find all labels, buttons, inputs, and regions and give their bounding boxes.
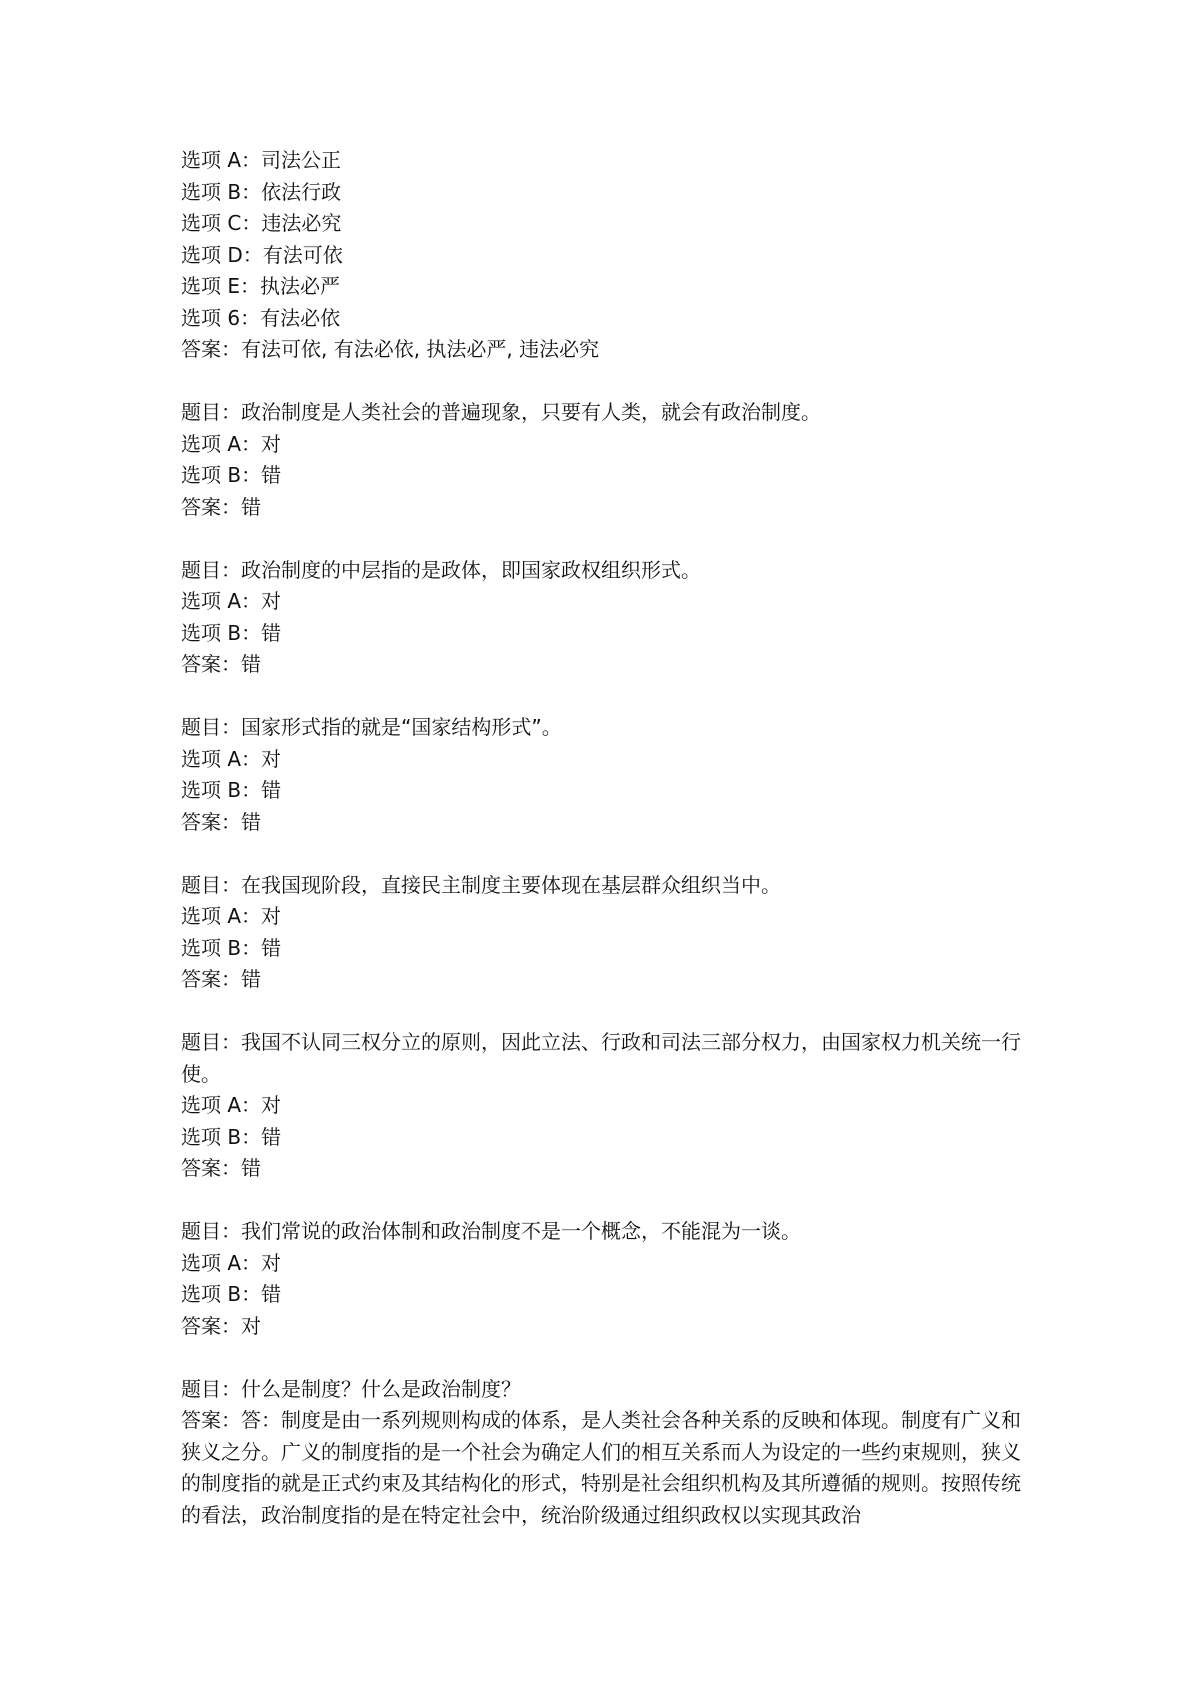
answer: 答案：错 bbox=[181, 809, 261, 834]
spacer bbox=[181, 1185, 1021, 1217]
option-b: 选项 B：依法行政 bbox=[181, 179, 342, 204]
option-a: 选项 A：对 bbox=[181, 1093, 282, 1117]
answer: 答案：错 bbox=[181, 652, 261, 676]
question-block-1 bbox=[181, 397, 1021, 523]
option-a: 选项 A：对 bbox=[181, 746, 282, 771]
answer: 答案：错 bbox=[181, 494, 261, 519]
answer: 答案：对 bbox=[181, 1313, 261, 1338]
question-title: 题目：在我国现阶段，直接民主制度主要体现在基层群众组织当中。 bbox=[181, 872, 781, 897]
question-title: 题目：国家形式指的就是“国家结构形式”。 bbox=[181, 715, 562, 739]
document-page bbox=[181, 145, 1021, 1531]
question-block-5 bbox=[181, 1027, 1021, 1185]
option-a: 选项 A：对 bbox=[181, 904, 282, 928]
answer-paragraph: 答案：答：制度是由一系列规则构成的体系，是人类社会各种关系的反映和体现。制度有广义和狭义之分。广义的制度指的是一个社会为确定人们的相互关系而人为设定的一些约束规则，狭义的制度指的就是正式约束及其结构化的形式，特别是社会组织机构及其所遵循的规则。按照传统的看法，政治制度指的是在特定社会中，统治阶级通过组织政权以实现其政治 bbox=[181, 1408, 1021, 1527]
option-a: 选项 A：对 bbox=[181, 1250, 282, 1275]
question-block-0 bbox=[181, 145, 1021, 366]
question-title: 题目：什么是制度？什么是政治制度？ bbox=[181, 1376, 521, 1401]
spacer bbox=[181, 681, 1021, 713]
spacer bbox=[181, 1342, 1021, 1374]
option-b: 选项 B：错 bbox=[181, 463, 282, 487]
option-d: 选项 D：有法可依 bbox=[181, 242, 343, 267]
question-block-7 bbox=[181, 1374, 1021, 1532]
question-block-2 bbox=[181, 555, 1021, 681]
answer: 答案：错 bbox=[181, 1156, 261, 1180]
question-block-6 bbox=[181, 1216, 1021, 1342]
option-b: 选项 B：错 bbox=[181, 1282, 282, 1306]
option-b: 选项 B：错 bbox=[181, 620, 282, 645]
spacer bbox=[181, 366, 1021, 398]
option-a: 选项 A：司法公正 bbox=[181, 148, 342, 172]
option-b: 选项 B：错 bbox=[181, 778, 282, 802]
question-title: 题目：我国不认同三权分立的原则，因此立法、行政和司法三部分权力，由国家权力机关统一行使。 bbox=[181, 1030, 1021, 1086]
question-title: 题目：政治制度的中层指的是政体，即国家政权组织形式。 bbox=[181, 557, 701, 582]
answer: 答案：错 bbox=[181, 967, 261, 991]
spacer bbox=[181, 523, 1021, 555]
option-c: 选项 C：违法必究 bbox=[181, 211, 342, 235]
spacer bbox=[181, 838, 1021, 870]
spacer bbox=[181, 996, 1021, 1028]
question-title: 题目：政治制度是人类社会的普遍现象，只要有人类，就会有政治制度。 bbox=[181, 400, 821, 424]
option-a: 选项 A：对 bbox=[181, 431, 282, 456]
option-a: 选项 A：对 bbox=[181, 589, 282, 613]
question-block-4 bbox=[181, 870, 1021, 996]
option-b: 选项 B：错 bbox=[181, 1124, 282, 1149]
question-block-3 bbox=[181, 712, 1021, 838]
option-b: 选项 B：错 bbox=[181, 935, 282, 960]
question-title: 题目：我们常说的政治体制和政治制度不是一个概念，不能混为一谈。 bbox=[181, 1219, 801, 1243]
option-6: 选项 6：有法必依 bbox=[181, 305, 341, 330]
answer: 答案：有法可依, 有法必依, 执法必严, 违法必究 bbox=[181, 337, 600, 361]
option-e: 选项 E：执法必严 bbox=[181, 274, 340, 298]
